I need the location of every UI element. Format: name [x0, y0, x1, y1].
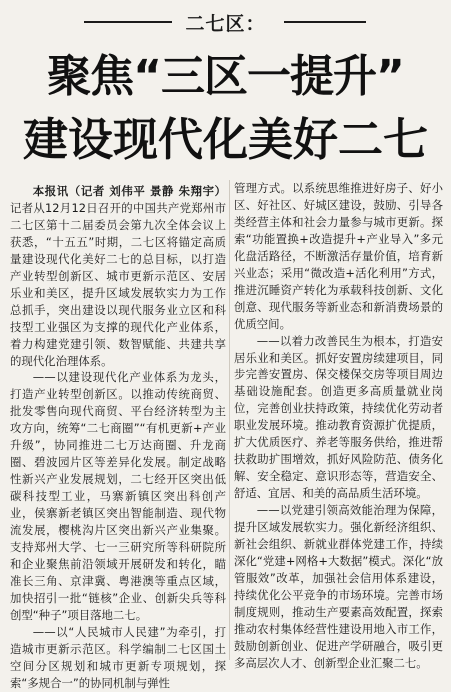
column-divider	[229, 180, 230, 660]
headline-line-2: 建设现代化美好二七	[22, 113, 428, 166]
article-paragraph: 管理方式。以系统思维推进好房子、好小区、好社区、好城区建设，鼓励、引导各类经营主体和社会力量参与城市更新。探索“功能置换+改造提升+产业导入”多元化盘活路径，不断激活存量价值，培育新兴业态；采用“微改造+活化利用”方式，推进沉睡资产转化为承载科技创新、文化创意、现代服务等新业态和新消费场景的优质空间。	[234, 181, 443, 331]
kicker: 二七区：	[185, 13, 266, 35]
article-column-right	[234, 180, 443, 672]
lead-text: 记者从12月12日召开的中国共产党郑州市二七区第十二届委员会第九次全体会议上获悉，“十五五”时期，二七区将锚定高质量建设现代化美好二七的总目标，以打造产业转型创新区、城市更新示范区、安居乐业和美区，提升区域发展软实力为工作总抓手，突出建设以现代服务业立区和科技型工业强区为支撑的现代化产业体系，着力构建党建引领、数智赋能、共建共享的现代化治理体系。	[10, 200, 226, 368]
byline: 本报讯（记者 刘伟平 景静 朱翔宇）	[32, 184, 226, 198]
kicker-rule-right	[284, 21, 366, 23]
article-paragraph: ——以着力改善民生为根本，打造安居乐业和美区。抓好安置房续建项目，同步完善安置房、保交楼保交房等项目周边基础设施配套。创造更多高质量就业岗位，完善创业扶持政策，持续优化劳动者职业发展环境。推动教育资源扩优提质，扩大优质医疗、养老等服务供给，推进帮扶救助扩围增效，抓好风险防范、债务化解、安全稳定、意识形态等，营造安全、舒适、宜居、和美的高品质生活环境。	[234, 333, 443, 501]
article-paragraph: ——以党建引领高效能治理为保障，提升区域发展软实力。强化新经济组织、新社会组织、新就业群体党建工作，持续深化“党建+网格+大数据”模式。深化“放管服效”改革，加强社会信用体系建设，持续优化公平竞争的市场环境。完善市场制度规则，推动生产要素高效配置，探索推动农村集体经营性建设用地入市工作，鼓励创新创业、促进产学研融合，吸引更多高层次人才、创新型企业汇聚二七。	[234, 503, 443, 670]
article-column-left	[10, 183, 226, 692]
article-paragraph: ——以建设现代化产业体系为龙头，打造产业转型创新区。以推动传统商贸、批发零售向现代商贸、平台经济转型为主攻方向，统筹“二七商圈”“有机更新+产业升级”，协同推进二七万达商圈、升龙商圈、碧波园片区等差异化发展。制定战略性新兴产业发展规划，二七经开区突出低碳科技型工业，马寨新镇区突出科创产业，侯寨新老镇区突出智能制造、现代物流发展，樱桃沟片区突出新兴产业集聚。支持郑州大学、七一三研究所等科研院所和企业聚焦前沿领域开展研发和转化，瞄准长三角、京津冀、粤港澳等重点区域，加快招引一批“链核”企业、创新尖兵等科创型“种子”项目落地二七。	[10, 370, 226, 622]
article-paragraph	[10, 183, 226, 369]
kicker-block	[0, 8, 451, 34]
headline-line-1: 聚焦“三区一提升”	[47, 51, 404, 102]
article-paragraph: ——以“人民城市人民建”为牵引，打造城市更新示范区。科学编制二七区国土空间分区规划和城市更新专项规划，探索“多规合一”的协同机制与弹性	[10, 624, 226, 690]
